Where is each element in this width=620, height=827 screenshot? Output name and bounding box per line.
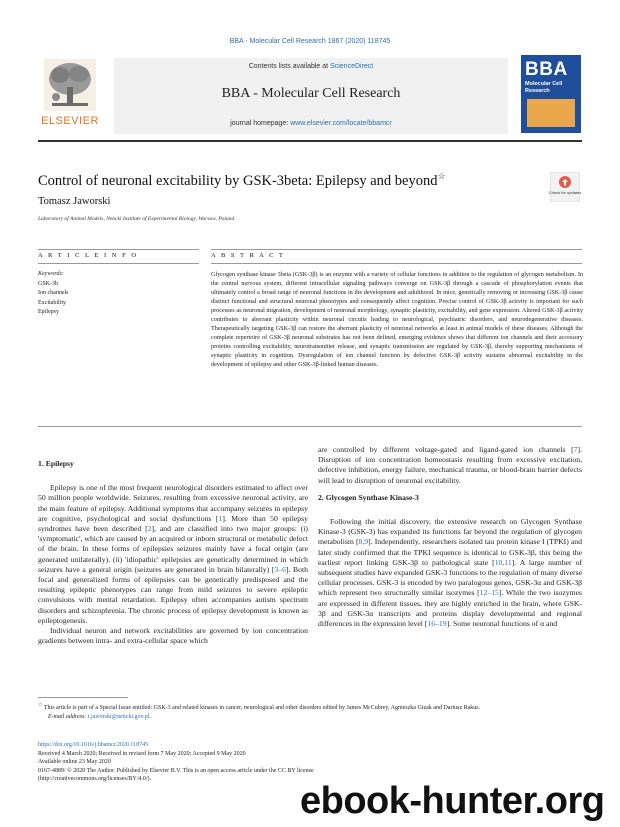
email-line: E-mail address: t.jaworski@nencki.gov.pl. — [48, 713, 151, 720]
abstract-sub-rule — [211, 263, 582, 264]
section-1-paragraph-1: Epilepsy is one of the most frequent neurological disorders estimated to affect over 50 million people worldwide. Seizures, resulting from excessive neuronal activity, are the main feature of epilepsy. Additional symptoms that accompany seizures in epilepsy are cognitive, psychological and social dysfunctions [1]. More than 50 epilepsy syndromes have been described [2], and are classified into two major groups: (i) 'symptomatic', which are caused by an acquired or inborn structural or metabolic defect of the brain. In these forms of epilepsies seizures mainly have a focal origin (are generated unilaterally). (ii) 'idiopathic' epilepsies are genetically determined in which seizures have a general origin (seizures are generated in brain bilaterally) [3–6]. Both focal and generalized forms of epilepsies can be genetically predisposed and the resulting epileptic phenotypes can range from mild seizures to severe epileptic convulsions with mental retardation. Epilepsy often accompanies autism spectrum disorders and schizophrenia. The chronic process of epilepsy development is known as epileptogenesis. — [38, 483, 308, 625]
journal-name: BBA - Molecular Cell Research — [221, 86, 401, 101]
elsevier-wordmark: ELSEVIER — [41, 115, 99, 127]
journal-cover-image[interactable] — [521, 55, 581, 133]
abstract-bottom-rule — [38, 426, 582, 427]
keyword-item: Ion channels — [38, 290, 69, 296]
contents-line — [114, 63, 508, 70]
article-info-top-rule — [38, 249, 199, 250]
keyword-item: GSK-3b — [38, 280, 59, 287]
keyword-item: Excitability — [38, 299, 66, 306]
citation-link[interactable]: 16–19 — [427, 619, 447, 629]
homepage-prefix: journal homepage: — [230, 120, 291, 127]
section-2-title: 2. Glycogen Synthase Kinase-3 — [318, 492, 419, 502]
masthead-info-box — [114, 58, 508, 134]
section-1-paragraph-2-end: are controlled by different voltage-gated and ligand-gated ion channels [7]. Disruption of ion concentration homeostasis resulting from excessive excitation, defective inhibition, energy failure, mechanical trauma, or blood-brain barrier defects will lead to disruption of neuronal excitability. — [318, 445, 582, 485]
license-line: 0167-4889/ © 2020 The Author. Published by Elsevier B.V. This is an open access article under the CC BY license — [38, 767, 314, 774]
abstract-top-rule — [211, 249, 582, 250]
citation-link[interactable]: 3–6 — [274, 564, 286, 574]
keywords-block — [38, 270, 69, 318]
check-for-updates-icon[interactable] — [550, 172, 580, 202]
publication-info — [38, 741, 582, 784]
article-title-text: Control of neuronal excitability by GSK-3beta: Epilepsy and beyond — [38, 172, 438, 189]
journal-masthead — [38, 55, 582, 135]
citation-link[interactable]: 10,11 — [494, 557, 512, 567]
author-affiliation: Laboratory of Animal Models, Nencki Institute of Experimental Biology, Warsaw, Poland — [38, 216, 235, 222]
journal-homepage-link[interactable]: www.elsevier.com/locate/bbamcr — [290, 120, 392, 127]
footnote — [38, 702, 582, 721]
keywords-label: Keywords: — [38, 271, 64, 277]
body-column-left — [38, 459, 308, 646]
article-info-sub-rule — [38, 263, 199, 264]
citation-link[interactable]: 8,9 — [358, 537, 369, 547]
article-title — [38, 171, 446, 190]
footnote-rule — [38, 697, 128, 698]
sciencedirect-link[interactable]: ScienceDirect — [330, 63, 374, 70]
license-url[interactable]: (http://creativecommons.org/licenses/BY/4.0/). — [38, 776, 152, 782]
received-dates: Received 4 March 2020; Received in revised form 7 May 2020; Accepted 9 May 2020 — [38, 750, 246, 757]
check-for-updates-label: Check for updates — [548, 190, 582, 195]
available-online: Available online 23 May 2020 — [38, 759, 111, 765]
section-1-title: 1. Epilepsy — [38, 459, 74, 468]
abstract-heading: A B S T R A C T — [211, 252, 285, 259]
elsevier-logo[interactable] — [38, 59, 102, 133]
footnote-mark: ☆ — [38, 703, 43, 708]
section-2-paragraph-1: Following the initial discovery, the extensive research on Glycogen Synthase Kinase-3 (GSK-3) has expanded its functions far beyond the regulation of glycogen metabolism [8,9]. Independently, researchers isolated tau protein kinase I (TPKI) and later study confirmed that the TPKI sequence is identical to GSK-3β, this being the earliest report linking GSK-3β to pathological state [10,11]. A large number of subsequent studies have expanded GSK-3 functions to the regulation of many diverse cellular processes. GSK-3 is encoded by two paralogous genes, GSK-3α and GSK-3β which represent two structurally similar isozymes [12–15]. While the two isozymes are expressed in different tissues, they are highly enriched in the brain, where GSK-3β and GSK-3α transcripts and proteins display developmental and regional differences in the expression level [16–19]. Some neuronal functions of α and — [318, 517, 583, 629]
cover-subtitle: Molecular Cell Research — [525, 81, 563, 94]
contents-prefix: Contents lists available at — [248, 63, 331, 70]
author-name[interactable]: Tomasz Jaworski — [38, 196, 111, 207]
doi-link[interactable]: https://doi.org/10.1016/j.bbamcr.2020.118745 — [38, 742, 149, 748]
running-head: BBA - Molecular Cell Research 1867 (2020) 118745 — [229, 38, 391, 45]
keyword-item: Epilepsy — [38, 309, 59, 315]
email-label: E-mail address: — [48, 713, 88, 720]
citation-link[interactable]: 1 — [218, 513, 223, 523]
special-issue-note: ☆ This article is part of a Special Issue entitled: GSK-3 and related kinases in cancer, neurological and other disorders edited by James McCubrey, Agnieszka Gizak and Dariusz Rakus. — [38, 703, 481, 711]
cover-artwork — [527, 99, 575, 127]
article-info-heading: A R T I C L E I N F O — [38, 252, 139, 259]
watermark: ebook-hunter.org — [300, 780, 605, 822]
citation-link[interactable]: 2 — [147, 524, 152, 534]
body-column-right — [318, 445, 582, 629]
cover-title: BBA — [525, 59, 568, 80]
author-email-link[interactable]: t.jaworski@nencki.gov.pl — [87, 713, 150, 720]
citation-link[interactable]: 7 — [573, 445, 578, 454]
abstract-text: Glycogen synthase kinase 3beta (GSK-3β) is an enzyme with a variety of cellular functions in addition to the regulation of glycogen metabolism. In the central nervous system, different intracellular signaling pathways converge on GSK-3β through a cascade of phosphorylation events that ultimately control a broad range of neuronal functions in the development and adulthood. In mice, genetically removing or increasing GSK-3β cause distinct functional and structural neuronal phenotypes and consequently affect cognition. Precise control of GSK-3β activity is important for such processes as neuronal migration, development of neuronal morphology, synaptic plasticity, excitability, and gene expression. Altered GSK-3β activity contributes to aberrant plasticity within neuronal circuits leading to neurological, psychiatric disorders, and neurodegenerative diseases. Therapeutically targeting GSK-3β can restore the aberrant plasticity of neuronal networks at least in animal models of these diseases. Although the complete repertoire of GSK-3β neuronal substrates has not been defined, emerging evidence shows that different ion channels and their accessory proteins controlling excitability, neurotransmitter release, and synaptic transmission are regulated by GSK-3β, thereby supporting mechanisms of synaptic plasticity in cognition. Dysregulation of ion channel function by defective GSK-3β activity sustains abnormal excitability in the development of epilepsy and other GSK-3β-linked human diseases. — [211, 271, 583, 368]
citation-link[interactable]: 12–15 — [479, 588, 499, 598]
homepage-line — [114, 120, 508, 127]
title-footnote-mark[interactable]: ☆ — [437, 171, 446, 181]
section-1-paragraph-2-start: Individual neuron and network excitabilities are governed by ion concentration gradients between intra- and extra-cellular space which — [38, 626, 308, 646]
elsevier-tree-icon — [44, 59, 96, 111]
masthead-divider — [38, 140, 582, 142]
